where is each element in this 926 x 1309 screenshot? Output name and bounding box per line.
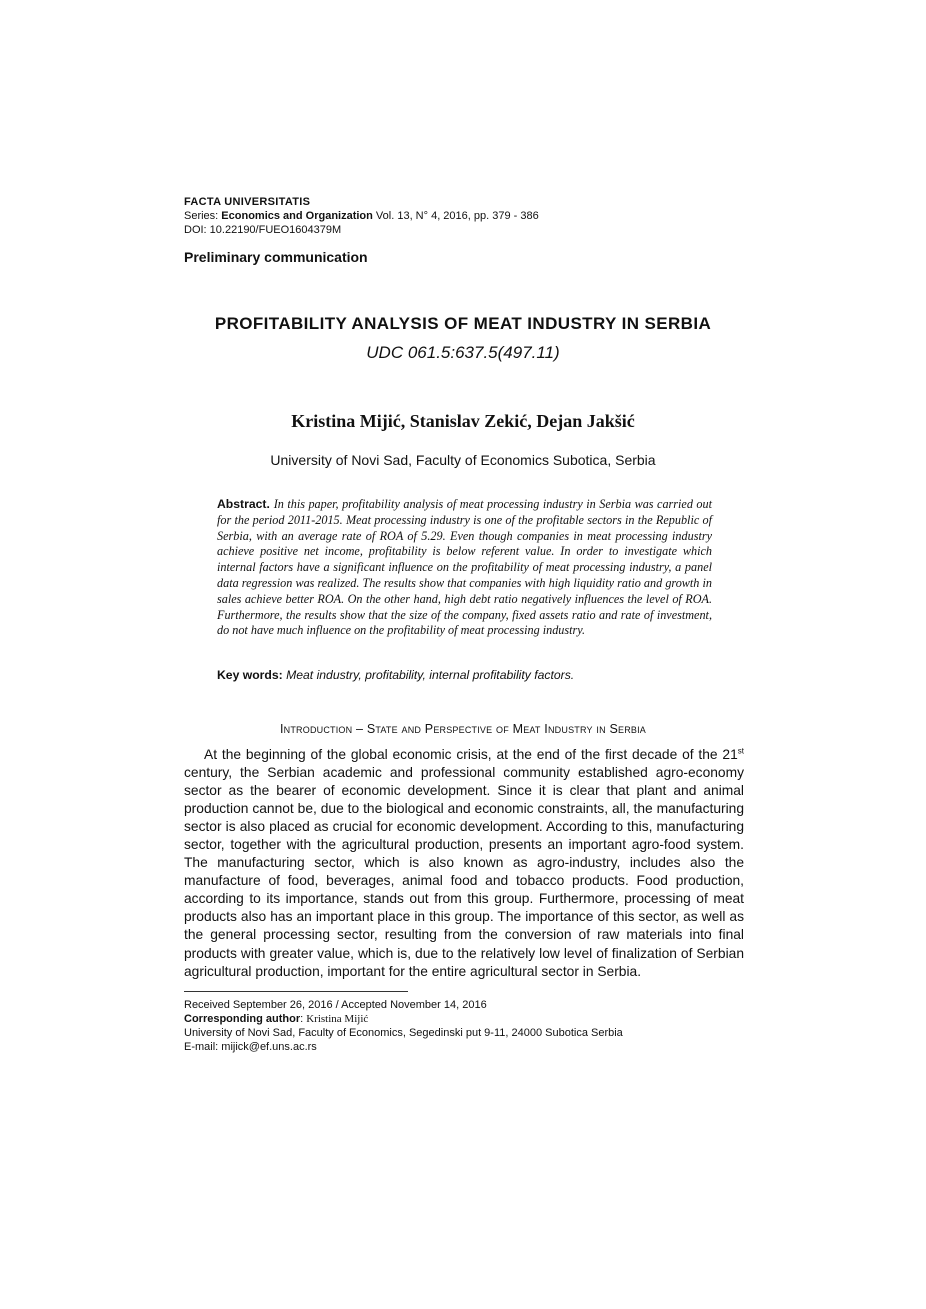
keywords-label: Key words <box>217 668 279 682</box>
udc-code: UDC 061.5:637.5(497.11) <box>366 343 560 362</box>
author-address: University of Novi Sad, Faculty of Economics, Segedinski put 9-11, 24000 Subotica Serbia <box>184 1027 623 1039</box>
author-email: E-mail: mijick@ef.uns.ac.rs <box>184 1041 317 1053</box>
series-line <box>184 210 539 223</box>
series-prefix: Series: <box>184 210 222 222</box>
paper-type: Preliminary communication <box>184 249 368 265</box>
corresponding-author <box>184 1012 368 1026</box>
body-superscript: st <box>737 746 744 756</box>
footnote-divider <box>184 991 408 992</box>
series-details: Vol. 13, N° 4, 2016, pp. 379 - 386 <box>372 210 539 222</box>
corresponding-separator: : <box>300 1013 307 1025</box>
abstract-label: Abstract <box>217 497 267 511</box>
affiliation: University of Novi Sad, Faculty of Economics Subotica, Serbia <box>270 452 656 468</box>
series-name: Economics and Organization <box>221 210 373 222</box>
keywords-separator: : <box>278 668 287 682</box>
authors: Kristina Mijić, Stanislav Zekić, Dejan Jakšić <box>291 411 635 431</box>
body-paragraph <box>184 746 744 981</box>
paper-title: PROFITABILITY ANALYSIS OF MEAT INDUSTRY IN SERBIA <box>214 314 712 333</box>
corresponding-name: Kristina Mijić <box>306 1013 369 1025</box>
abstract-separator: . <box>266 497 274 511</box>
received-dates: Received September 26, 2016 / Accepted November 14, 2016 <box>184 999 487 1011</box>
body-text-part1: At the beginning of the global economic crisis, at the end of the first decade of the 21 <box>204 747 738 762</box>
abstract-text: In this paper, profitability analysis of meat processing industry in Serbia was carried out for the period 2011-2015. Meat processing industry is one of the profitable sectors in the Republic of Serbia, with an average rate of ROA of 5.29. Even though companies in meat processing industry achieve positive net income, profitability is below referent value. In order to investigate which internal factors have a significant influence on the profitability of meat processing industry, a panel data regression was realized. The results show that companies with high liquidity ratio and growth in sales achieve better ROA. On the other hand, high debt ratio negatively influences the level of ROA. Furthermore, the results show that the size of the company, fixed assets ratio and rate of investment, do not have much influence on the profitability of meat processing industry. <box>217 497 712 638</box>
section-heading: Introduction – State and Perspective of Meat Industry in Serbia <box>279 722 647 736</box>
corresponding-label: Corresponding author <box>184 1013 301 1025</box>
keywords <box>217 667 712 683</box>
abstract <box>217 497 712 639</box>
keywords-text: Meat industry, profitability, internal profitability factors. <box>286 668 575 682</box>
body-text-part2: century, the Serbian academic and professional community established agro-economy sector as the bearer of economic development. Since it is clear that plant and animal production cannot be, due to the biological and economic constraints, all, the manufacturing sector is also placed as crucial for economic development. According to this, manufacturing sector, together with the agricultural production, presents an important agro-food system. The manufacturing sector, which is also known as agro-industry, includes also the manufacture of food, beverages, animal food and tobacco products. Food production, according to its importance, stands out from this group. Furthermore, processing of meat products also has an important place in this group. The importance of this sector, as well as the general processing sector, resulting from the conversion of raw materials into final products with greater value, which is, due to the relatively low level of finalization of Serbian agricultural production, important for the entire agricultural sector in Serbia. <box>184 765 744 979</box>
doi-line: DOI: 10.22190/FUEO1604379M <box>184 224 342 236</box>
journal-name: FACTA UNIVERSITATIS <box>184 196 311 208</box>
